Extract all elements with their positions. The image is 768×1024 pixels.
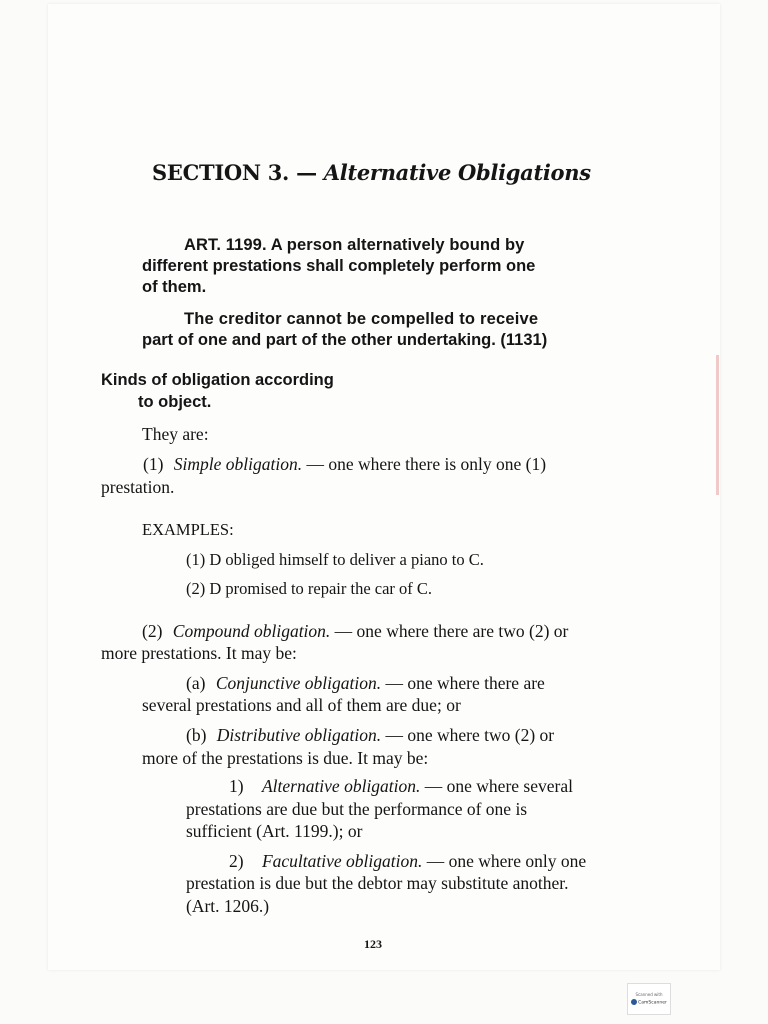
article-line-3: of them. bbox=[142, 278, 207, 296]
compound-continuation: more prestations. It may be: bbox=[101, 643, 297, 663]
conjunctive-definition: — one where there are bbox=[381, 673, 545, 693]
facultative-continuation-1: prestation is due but the debtor may substitute another. bbox=[186, 873, 569, 893]
heading-line-1: Kinds of obligation according bbox=[101, 371, 334, 389]
alternative-term: Alternative obligation. bbox=[261, 776, 421, 796]
distributive-number: (b) bbox=[186, 725, 207, 745]
scanner-brand bbox=[628, 999, 670, 1006]
facultative-continuation-2: (Art. 1206.) bbox=[186, 896, 270, 916]
simple-number: (1) bbox=[143, 454, 164, 474]
scanner-brand-text: CamScanner bbox=[638, 1000, 667, 1006]
alternative-continuation-1: prestations are due but the performance of one is bbox=[186, 799, 528, 819]
compound-obligation-line bbox=[142, 621, 568, 642]
section-name: Alternative Obligations bbox=[323, 160, 591, 185]
conjunctive-continuation: several prestations and all of them are due; or bbox=[142, 695, 461, 715]
simple-definition: — one where there is only one (1) bbox=[302, 454, 547, 474]
conjunctive-line bbox=[186, 673, 545, 694]
distributive-term: Distributive obligation. bbox=[216, 725, 382, 745]
example-2: (2) D promised to repair the car of C. bbox=[186, 579, 433, 598]
simple-continuation: prestation. bbox=[101, 477, 175, 497]
article-line-5: part of one and part of the other undertaking. (1131) bbox=[142, 331, 548, 349]
example-1: (1) D obliged himself to deliver a piano to C. bbox=[186, 550, 484, 569]
compound-definition: — one where there are two (2) or bbox=[330, 621, 569, 641]
compound-number: (2) bbox=[142, 621, 163, 641]
page-edge-mark bbox=[716, 355, 719, 495]
alternative-number: 1) bbox=[229, 776, 244, 796]
simple-obligation-line bbox=[143, 454, 546, 475]
conjunctive-number: (a) bbox=[186, 673, 206, 693]
facultative-number: 2) bbox=[229, 851, 244, 871]
alternative-definition: — one where several bbox=[420, 776, 573, 796]
heading-line-2: to object. bbox=[138, 393, 212, 411]
page-number: 123 bbox=[364, 937, 382, 951]
section-number: SECTION 3. — bbox=[152, 160, 317, 185]
alternative-continuation-2: sufficient (Art. 1199.); or bbox=[186, 821, 363, 841]
camscanner-logo-icon bbox=[631, 999, 637, 1005]
conjunctive-term: Conjunctive obligation. bbox=[215, 673, 382, 693]
distributive-definition: — one where two (2) or bbox=[381, 725, 555, 745]
scanner-watermark bbox=[627, 983, 671, 1015]
section-title bbox=[152, 160, 591, 185]
simple-term: Simple obligation. bbox=[173, 454, 303, 474]
they-are: They are: bbox=[142, 424, 209, 444]
facultative-definition: — one where only one bbox=[422, 851, 587, 871]
article-line-1: ART. 1199. A person alternatively bound by bbox=[184, 236, 525, 254]
article-line-4: The creditor cannot be compelled to receive bbox=[184, 310, 539, 328]
facultative-line bbox=[229, 851, 586, 872]
examples-label: EXAMPLES: bbox=[142, 520, 234, 539]
scanner-caption: Scanned with bbox=[635, 992, 663, 997]
compound-term: Compound obligation. bbox=[172, 621, 331, 641]
distributive-line bbox=[186, 725, 554, 746]
distributive-continuation: more of the prestations is due. It may be: bbox=[142, 748, 429, 768]
facultative-term: Facultative obligation. bbox=[261, 851, 423, 871]
article-line-2: different prestations shall completely perform one bbox=[142, 257, 536, 275]
alternative-line bbox=[229, 776, 573, 797]
